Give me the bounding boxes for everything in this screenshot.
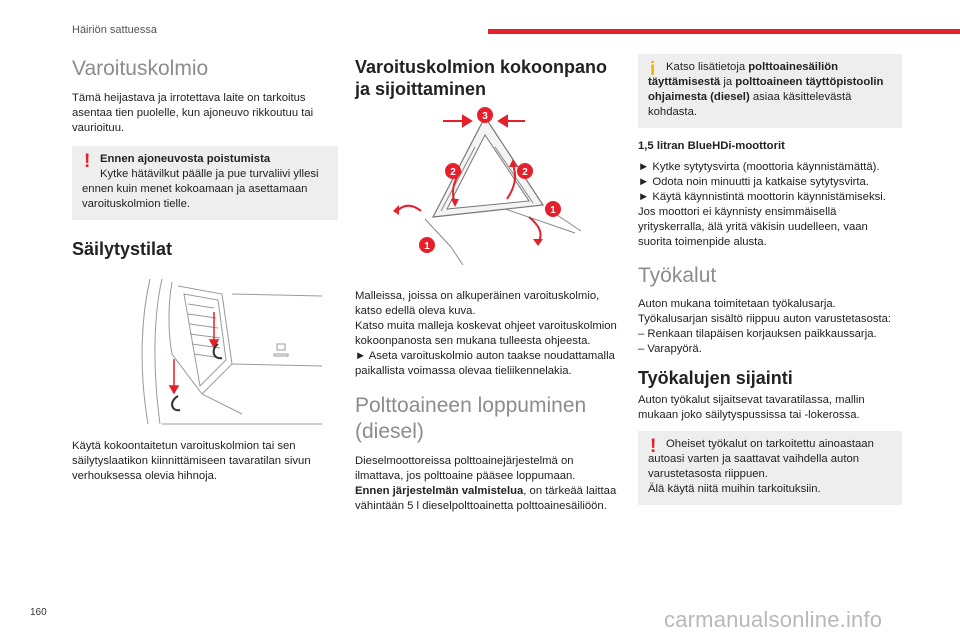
step-3: ► Käytä käynnistintä moottorin käynnistämiseksi. bbox=[638, 191, 886, 203]
section-title-assembly: Varoituskolmion kokoonpano ja sijoittaminen bbox=[355, 57, 608, 99]
tools-text-1: Auton mukana toimitetaan työkalusarja. bbox=[638, 298, 836, 310]
page-number: 160 bbox=[30, 607, 47, 618]
tools-warning-note bbox=[638, 431, 902, 505]
callout-1-left-label: 1 bbox=[424, 241, 430, 252]
triangle-assembly-illustration bbox=[355, 107, 621, 271]
header-accent-bar bbox=[488, 29, 960, 34]
step-1: ► Kytke sytytysvirta (moottoria käynnistämättä). bbox=[638, 161, 880, 173]
info-note bbox=[638, 54, 902, 128]
engine-note: Jos moottori ei käynnisty ensimmäisellä yrityskerralla, älä yritä väkisin uudelleen, vaan suorita toimenpide alusta. bbox=[638, 206, 868, 248]
fuel-text-2-bold: Ennen järjestelmän valmistelua bbox=[355, 485, 524, 497]
tools-location-text: Auton työkalut sijaitsevat tavaratilassa, mallin mukaan joko säilytyspussissa tai -lokerossa. bbox=[638, 394, 865, 421]
warning-icon: ! bbox=[84, 151, 91, 172]
assembly-text-2: Katso muita malleja koskevat ohjeet varoituskolmion kokoonpanosta sen mukana tulleesta ohjeesta. bbox=[355, 320, 617, 347]
section-title-fuel: Polttoaineen loppuminen (diesel) bbox=[355, 394, 587, 443]
engine-title: 1,5 litran BlueHDi-moottorit bbox=[638, 140, 785, 152]
column-left bbox=[72, 54, 338, 484]
running-header: Häiriön sattuessa bbox=[72, 24, 157, 36]
section-title-tools-location: Työkalujen sijainti bbox=[638, 368, 793, 388]
warning-icon: ! bbox=[650, 436, 657, 457]
tools-warning-text-2: Älä käytä niitä muihin tarkoituksiin. bbox=[648, 483, 821, 495]
watermark: carmanualsonline.info bbox=[664, 607, 883, 632]
assembly-text-1: Malleissa, joissa on alkuperäinen varoituskolmio, katso edellä oleva kuva. bbox=[355, 290, 600, 317]
callout-3-label: 3 bbox=[482, 111, 488, 122]
info-text bbox=[648, 60, 894, 120]
fuel-text-1: Dieselmoottoreissa polttoainejärjestelmä on ilmattava, jos polttoaine pääsee loppumaan. bbox=[355, 455, 576, 482]
tools-list-item: – Varapyörä. bbox=[638, 343, 702, 355]
info-text-post: asiaa käsittelevästä kohdasta. bbox=[648, 91, 852, 118]
callout-2-right-label: 2 bbox=[522, 167, 528, 178]
section-title-warning-triangle: Varoituskolmio bbox=[72, 57, 209, 80]
warning-note bbox=[72, 146, 338, 220]
tools-list-item: – Renkaan tilapäisen korjauksen paikkaussarja. bbox=[638, 328, 877, 340]
info-text-mid: ja bbox=[720, 76, 736, 88]
info-text-pre: Katso lisätietoja bbox=[666, 61, 749, 73]
column-right bbox=[638, 54, 902, 505]
info-text-bold-2: polttoaineen täyttöpistoolin ohjaimesta (diesel) bbox=[648, 76, 884, 103]
step-2: ► Odota noin minuutti ja katkaise sytytysvirta. bbox=[638, 176, 869, 188]
info-text-bold-1: polttoainesäiliön täyttämisestä bbox=[648, 61, 839, 88]
fuel-text-2 bbox=[355, 484, 621, 514]
section-title-tools: Työkalut bbox=[638, 264, 717, 287]
tools-warning-text-1: Oheiset työkalut on tarkoitettu ainoastaan autoasi varten ja saattavat vaihdella auton varustetasosta riippuen. bbox=[648, 438, 874, 480]
fuel-text-2-rest: , on tärkeää laittaa vähintään 5 l dieselpolttoainetta polttoainesäiliöön. bbox=[355, 485, 617, 512]
info-icon: i bbox=[650, 59, 656, 80]
callout-1-right-label: 1 bbox=[550, 205, 556, 216]
callout-2-left-label: 2 bbox=[450, 167, 456, 178]
warning-text: Kytke hätävilkut päälle ja pue turvaliivi yllesi ennen kuin menet kokoamaan ja asettamaan varoituskolmion tielle. bbox=[82, 168, 319, 210]
warning-title: Ennen ajoneuvosta poistumista bbox=[100, 153, 271, 165]
assembly-text-3: ► Aseta varoituskolmio auton taakse noudattamalla paikallista voimassa olevaa tieliikennelakia. bbox=[355, 350, 615, 377]
section-title-storage: Säilytystilat bbox=[72, 239, 173, 259]
column-middle bbox=[355, 54, 621, 514]
tools-text-2: Työkalusarjan sisältö riippuu auton varustetasosta: bbox=[638, 313, 892, 325]
storage-illustration bbox=[72, 274, 338, 434]
intro-text: Tämä heijastava ja irrotettava laite on tarkoitus asentaa tien puolelle, kun ajoneuvo rikkoutuu tai vaurioituu. bbox=[72, 92, 314, 134]
storage-text: Käytä kokoontaitetun varoituskolmion tai sen säilytyslaatikon kiinnittämiseen tavaratilan sivun verhouksessa olevia hihnoja. bbox=[72, 440, 311, 482]
